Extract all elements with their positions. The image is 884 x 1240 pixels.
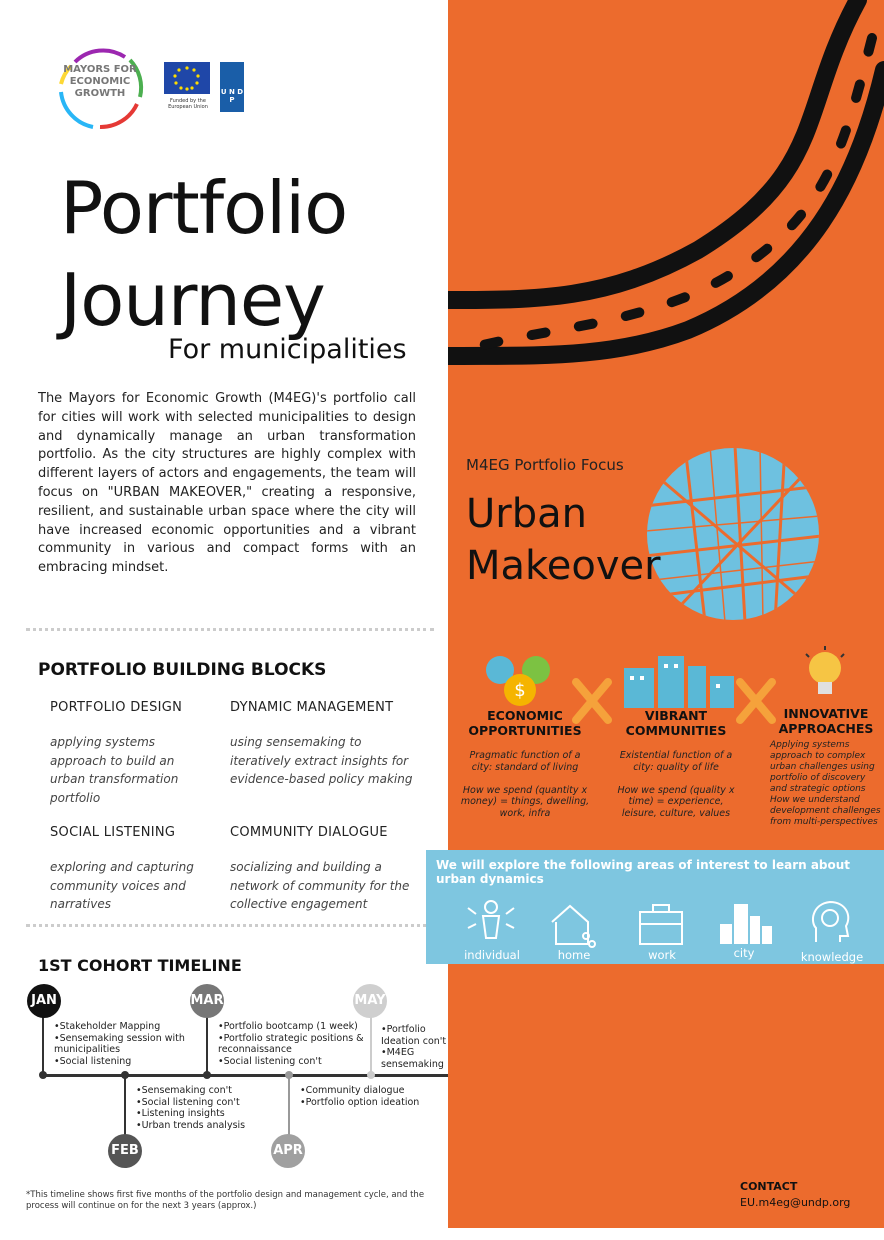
timeline-stem: [42, 1014, 44, 1076]
focus-title-line-1: Urban: [466, 491, 587, 537]
home-icon: [548, 900, 598, 950]
timeline-items-apr: •Community dialogue •Portfolio option ideation: [300, 1085, 420, 1108]
pillar-heading-economic: ECONOMIC OPPORTUNITIES: [468, 708, 582, 738]
economic-icon: [484, 652, 560, 708]
page-title: [60, 162, 347, 346]
area-label-work: work: [648, 948, 676, 962]
timeline-stem: [370, 1016, 372, 1076]
dotted-divider: [26, 924, 434, 927]
undp-logo: [220, 62, 244, 112]
briefcase-icon: [636, 900, 686, 946]
timeline-node: [121, 1071, 129, 1079]
timeline-node: [39, 1071, 47, 1079]
focus-title-line-2: Makeover: [466, 543, 661, 589]
timeline-axis: [42, 1074, 448, 1077]
block-heading-dialogue: COMMUNITY DIALOGUE: [230, 825, 388, 840]
area-label-city: city: [733, 946, 755, 960]
contact-email[interactable]: EU.m4eg@undp.org: [740, 1196, 851, 1209]
timeline-items-jan: •Stakeholder Mapping •Sensemaking session with municipalities •Social listening: [54, 1021, 185, 1067]
road-illustration: [448, 0, 884, 380]
block-text-dialogue: socializing and building a network of community for the collective engagement: [230, 860, 410, 911]
city-icon: [716, 900, 776, 946]
timeline-node: [203, 1071, 211, 1079]
undp-logo-text: U N D P: [220, 88, 244, 104]
timeline-items-feb: •Sensemaking con't •Social listening con't •Listening insights •Urban trends analysis: [136, 1085, 246, 1131]
timeline-node: [285, 1071, 293, 1079]
area-label-knowledge: knowledge: [800, 950, 864, 964]
m4eg-logo-text: MAYORS FOR ECONOMIC GROWTH: [63, 64, 137, 99]
title-line-2: Journey: [60, 258, 325, 342]
buildings-icon: [620, 646, 738, 708]
timeline-stem: [124, 1076, 126, 1140]
timeline-node: [367, 1071, 375, 1079]
pillar-text-vibrant: Existential function of a city: quality of life How we spend (quality x time) = experience, leisure, culture, values: [617, 750, 735, 819]
page-subtitle: For municipalities: [168, 334, 407, 365]
month-jan: JAN: [27, 984, 61, 1018]
block-heading-listening: SOCIAL LISTENING: [50, 825, 176, 840]
lightbulb-icon: [800, 644, 850, 704]
eu-flag-icon: [164, 62, 210, 94]
pillar-heading-innovative: INNOVATIVE APPROACHES: [778, 706, 874, 736]
month-may: MAY: [353, 984, 387, 1018]
focus-label: M4EG Portfolio Focus: [466, 456, 624, 474]
pillar-text-innovative: Applying systems approach to complex urban challenges using portfolio of discovery and strategic options How we understand development challenges from multi-perspectives: [770, 740, 881, 827]
block-text-design: applying systems approach to build an urban transformation portfolio: [50, 735, 179, 805]
block-text-listening: exploring and capturing community voices and narratives: [50, 860, 194, 911]
title-line-1: Portfolio: [60, 166, 348, 250]
area-label-individual: individual: [464, 948, 520, 962]
timeline-items-mar: •Portfolio bootcamp (1 week) •Portfolio strategic positions & reconnaissance •Social listening con't: [218, 1021, 364, 1067]
dotted-divider: [26, 628, 434, 631]
area-label-home: home: [557, 948, 591, 962]
cross-icon: [736, 678, 776, 724]
eu-caption: Funded by the European Union: [168, 98, 208, 110]
block-heading-management: DYNAMIC MANAGEMENT: [230, 700, 394, 715]
city-map-icon: [645, 446, 821, 622]
month-mar: MAR: [190, 984, 224, 1018]
timeline-items-may: •Portfolio Ideation con't •M4EG sensemaking: [381, 1024, 447, 1070]
svg-text:$: $: [514, 680, 526, 701]
focus-title: [466, 488, 661, 592]
block-text-management: using sensemaking to iteratively extract insights for evidence-based policy making: [230, 735, 413, 786]
month-apr: APR: [271, 1134, 305, 1168]
timeline-stem: [206, 1016, 208, 1076]
individual-icon: [466, 898, 516, 946]
block-heading-design: PORTFOLIO DESIGN: [50, 700, 183, 715]
timeline-footnote: *This timeline shows first five months of the portfolio design and management cycle, and the process will continue on for the next 3 years (approx.): [26, 1190, 425, 1211]
pillar-text-economic: Pragmatic function of a city: standard of living How we spend (quantity x money) = things, dwelling, work, infra: [460, 750, 590, 819]
timeline-title: 1ST COHORT TIMELINE: [38, 956, 242, 975]
timeline-stem: [288, 1076, 290, 1140]
intro-paragraph: The Mayors for Economic Growth (M4EG)'s portfolio call for cities will work with selected municipalities to design and dynamically manage an urban transformation portfolio. As the city structures are highly complex with different layers of actors and engagements, the team will focus on "URBAN MAKEOVER," creating a responsive, resilient, and sustainable urban space where the city will have increased economic opportunities and a vibrant community in various and compact forms with an embracing mindset.: [38, 391, 416, 576]
areas-intro: We will explore the following areas of interest to learn about urban dynamics: [436, 858, 851, 886]
pillar-heading-vibrant: VIBRANT COMMUNITIES: [625, 708, 727, 738]
building-blocks-title: PORTFOLIO BUILDING BLOCKS: [38, 660, 327, 680]
contact-heading: CONTACT: [740, 1180, 798, 1193]
month-feb: FEB: [108, 1134, 142, 1168]
knowledge-icon: [806, 898, 856, 946]
